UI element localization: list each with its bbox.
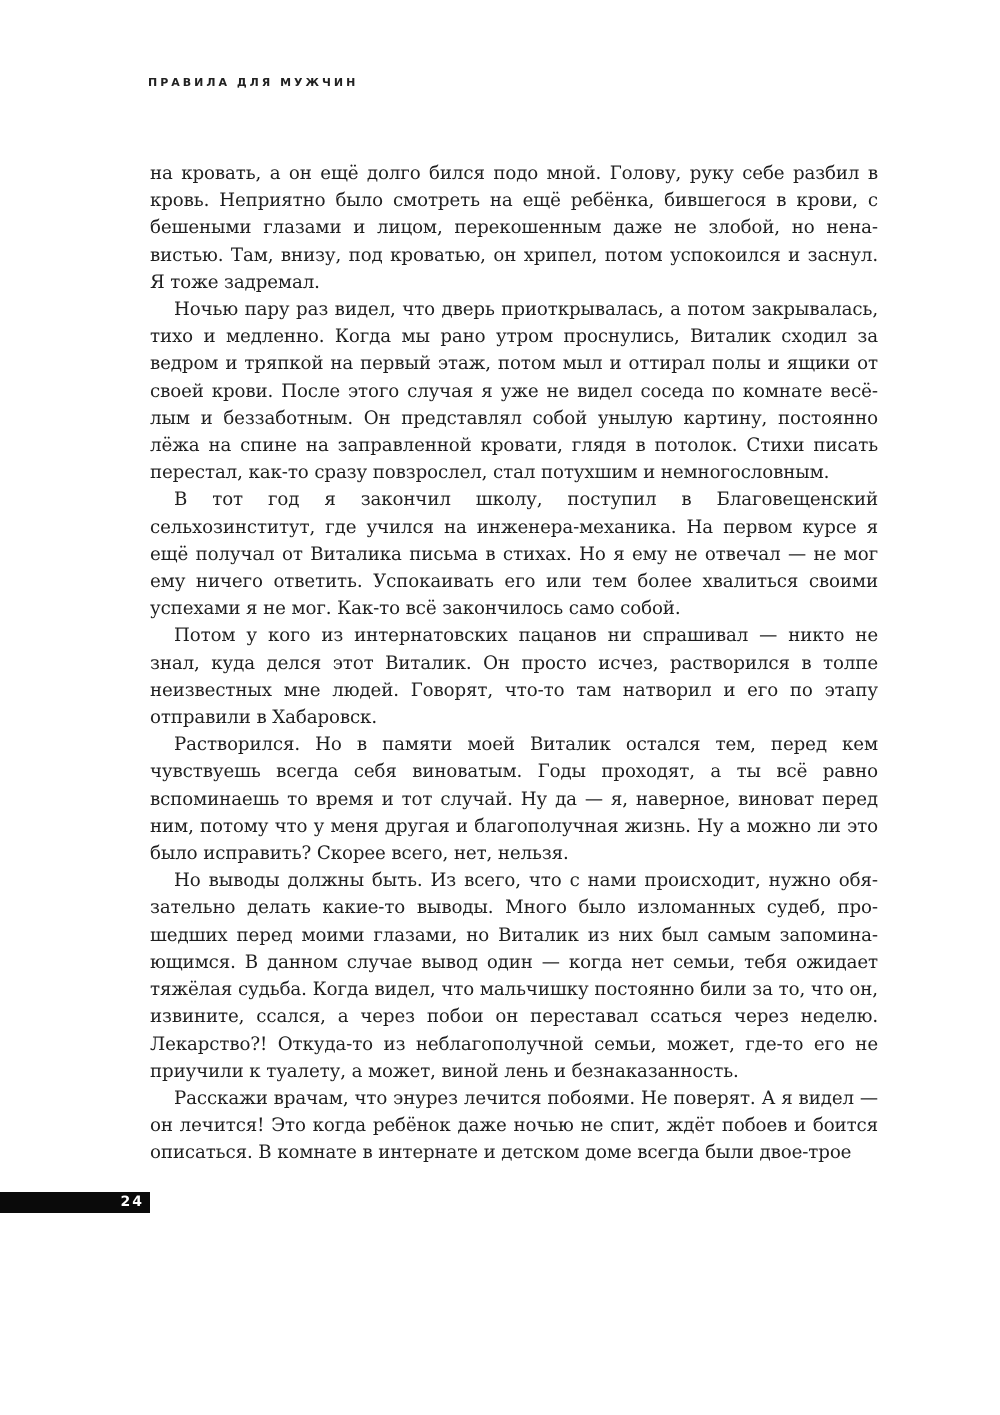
paragraph: на кровать, а он ещё долго бился подо мной. Голову, руку себе разбил в кровь. Неприятно было смотреть на ещё ребёнка, бившегося в крови, с бешеными глазами и лицом, перекошенным даже не злобой, но ненавистью. Там, внизу, под кроватью, он хрипел, потом успокоился и заснул. Я тоже задремал. (150, 163, 878, 293)
paragraph: Но выводы должны быть. Из всего, что с нами происходит, нужно обязательно делать какие-то выводы. Много было изломанных судеб, прошедших перед моими глазами, но Виталик из них был самым запоминающимся. В данном случае вывод один — когда нет семьи, тебя ожидает тяжёлая судьба. Когда видел, что мальчишку постоянно били за то, что он, извините, ссался, а через побои он переставал ссаться через неделю. Лекарство?! Откуда-то из неблагополучной семьи, может, где-то его не приучили к туалету, а может, виной лень и безнаказанность. (150, 870, 878, 1082)
paragraph: Потом у кого из интернатовских пацанов ни спрашивал — никто не знал, куда делся этот Виталик. Он просто исчез, растворился в толпе неизвестных мне людей. Говорят, что-то там натворил и его по этапу отправили в Хабаровск. (150, 625, 878, 729)
body-text (150, 160, 878, 1167)
page-number: 24 (120, 1194, 144, 1210)
paragraph: Расскажи врачам, что энурез лечится побоями. Не поверят. А я видел — он лечится! Это когда ребёнок даже ночью не спит, ждёт побоев и боится описаться. В комнате в интернате и детском доме всегда были двое-трое (150, 1087, 878, 1164)
running-header: ПРАВИЛА ДЛЯ МУЖЧИН (148, 76, 359, 89)
paragraph: Ночью пару раз видел, что дверь приоткрывалась, а потом закрывалась, тихо и медленно. Когда мы рано утром проснулись, Виталик сходил за ведром и тряпкой на первый этаж, потом мыл и оттирал полы и ящики от своей крови. После этого случая я уже не видел соседа по комнате весёлым и беззаботным. Он представлял собой унылую картину, постоянно лёжа на спине на заправленной кровати, глядя в потолок. Стихи писать перестал, как-то сразу повзрослел, стал потухшим и немногословным. (150, 299, 878, 484)
paragraph: Растворился. Но в памяти моей Виталик остался тем, перед кем чувствуешь всегда себя виноватым. Годы проходят, а ты всё равно вспоминаешь то время и тот случай. Ну да — я, наверное, виноват перед ним, потому что у меня другая и благополучная жизнь. Ну а можно ли это было исправить? Скорее всего, нет, нельзя. (150, 734, 878, 865)
paragraph: В тот год я закончил школу, поступил в Благовещенский сельхозинститут, где учился на инженера-механика. На первом курсе я ещё получал от Виталика письма в стихах. Но я ему не отвечал — не мог ему ничего ответить. Успокаивать его или тем более хвалиться своими успехами я не мог. Как-то всё закончилось само собой. (150, 489, 878, 620)
folio-bar (0, 1192, 150, 1213)
